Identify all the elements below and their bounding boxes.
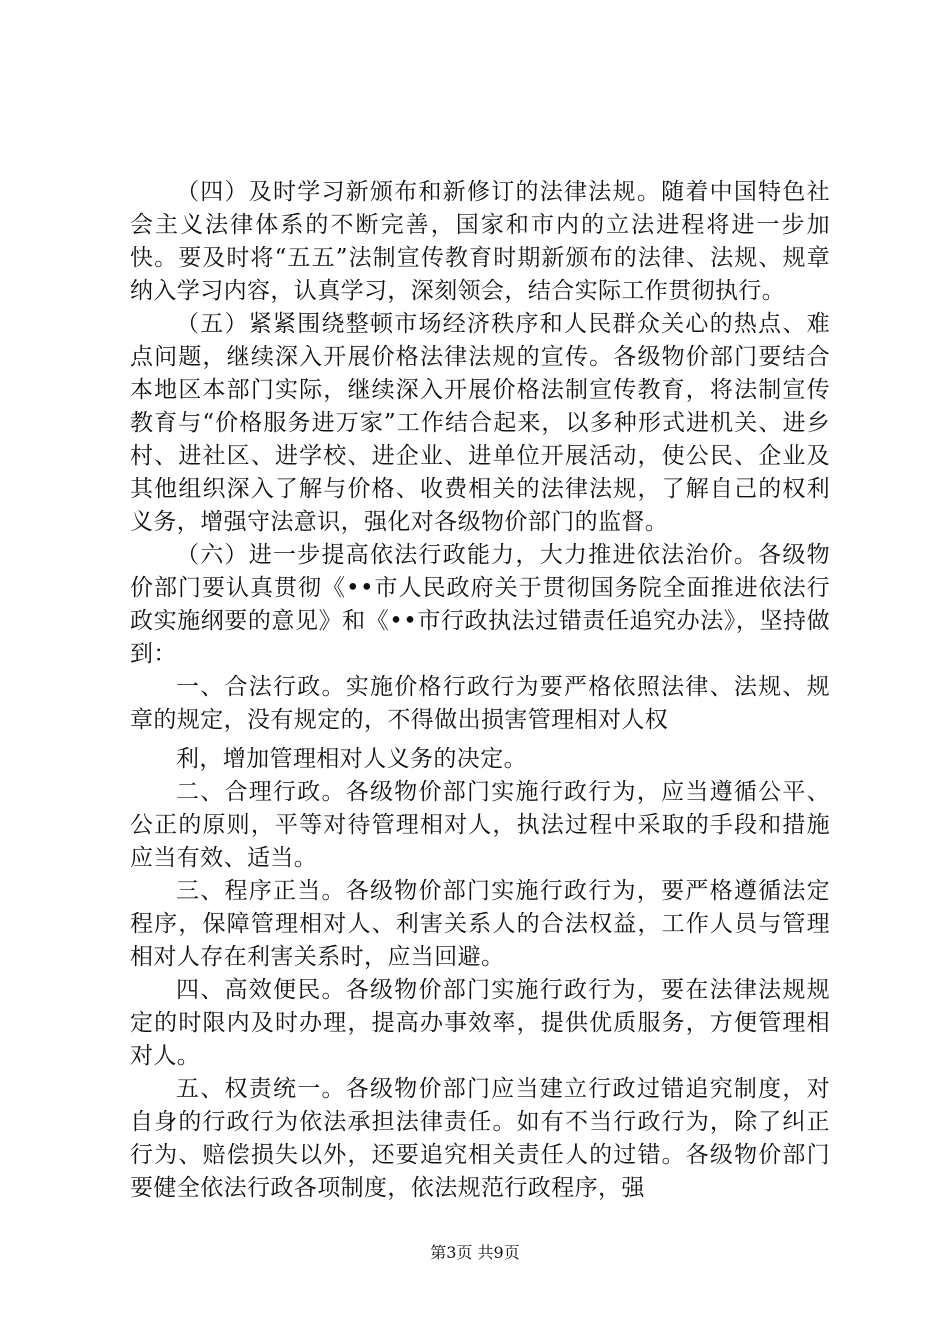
paragraph-item-2: 二、合理行政。各级物价部门实施行政行为，应当遵循公平、公正的原则，平等对待管理相对人，执法过程中采取的手段和措施应当有效、适当。 xyxy=(130,779,830,871)
paragraph-item-1-continued: 利，增加管理相对人义务的决定。 xyxy=(176,746,527,772)
paragraph-item-4: 四、高效便民。各级物价部门实施行政行为，要在法律法规规定的时限内及时办理，提高办事效率，提供优质服务，方便管理相对人。 xyxy=(130,977,830,1069)
document-body xyxy=(130,176,830,1205)
paragraph-6: （六）进一步提高依法行政能力，大力推进依法治价。各级物价部门要认真贯彻《••市人民政府关于贯彻国务院全面推进依法行政实施纲要的意见》和《••市行政执法过错责任追究办法》，坚持做到： xyxy=(130,542,830,667)
paragraph-item-5: 五、权责统一。各级物价部门应当建立行政过错追究制度，对自身的行政行为依法承担法律责任。如有不当行政行为，除了纠正行为、赔偿损失以外，还要追究相关责任人的过错。各级物价部门要健全依法行政各项制度，依法规范行政程序，强 xyxy=(130,1076,830,1201)
paragraph-4: （四）及时学习新颁布和新修订的法律法规。随着中国特色社会主义法律体系的不断完善，国家和市内的立法进程将进一步加快。要及时将“五五”法制宣传教育时期新颁布的法律、法规、规章纳入学习内容，认真学习，深刻领会，结合实际工作贯彻执行。 xyxy=(130,179,830,304)
paragraph-5: （五）紧紧围绕整顿市场经济秩序和人民群众关心的热点、难点问题，继续深入开展价格法律法规的宣传。各级物价部门要结合本地区本部门实际，继续深入开展价格法制宣传教育，将法制宣传教育与“价格服务进万家”工作结合起来，以多种形式进机关、进乡村、进社区、进学校、进企业、进单位开展活动，使公民、企业及其他组织深入了解与价格、收费相关的法律法规，了解自己的权利义务，增强守法意识，强化对各级物价部门的监督。 xyxy=(130,311,830,535)
paragraph-item-1: 一、合法行政。实施价格行政行为要严格依照法律、法规、规章的规定，没有规定的，不得做出损害管理相对人权 xyxy=(130,674,830,733)
page-number-footer: 第3页 共9页 xyxy=(430,1243,520,1262)
paragraph-item-3: 三、程序正当。各级物价部门实施行政行为，要严格遵循法定程序，保障管理相对人、利害关系人的合法权益，工作人员与管理相对人存在利害关系时，应当回避。 xyxy=(130,878,830,970)
